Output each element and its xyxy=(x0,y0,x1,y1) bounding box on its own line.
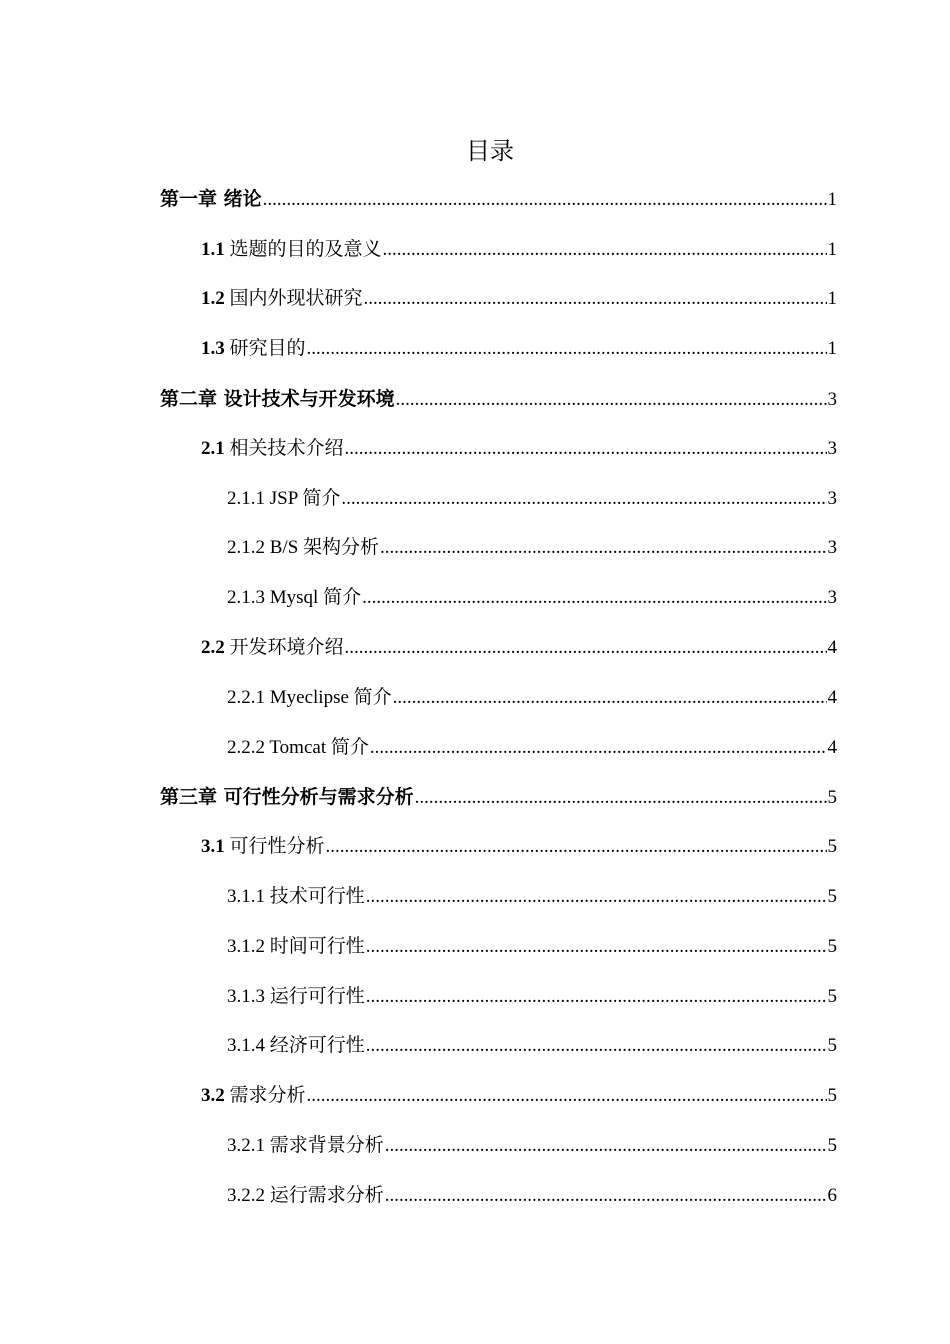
dot-leader xyxy=(341,486,826,512)
toc-page-number: 5 xyxy=(827,836,837,858)
dot-leader xyxy=(370,735,827,761)
dot-leader xyxy=(385,1133,827,1159)
toc-page-number: 5 xyxy=(827,886,837,908)
toc-entry-label: 技术可行性 xyxy=(265,886,365,908)
dot-leader xyxy=(366,884,827,910)
toc-entry-3-2-2[interactable] xyxy=(0,1171,950,1221)
toc-entry-3-1[interactable] xyxy=(0,822,950,872)
toc-entry-3-1-4[interactable] xyxy=(0,1022,950,1072)
toc-entry-label: 开发环境介绍 xyxy=(224,637,344,659)
dot-leader xyxy=(366,1033,827,1059)
toc-entry-2-2[interactable] xyxy=(0,623,950,673)
dot-leader xyxy=(345,436,827,462)
toc-entry-label: Myeclipse 简介 xyxy=(265,686,392,708)
toc-entry-2-1[interactable] xyxy=(0,424,950,474)
toc-entry-number: 3.2.1 xyxy=(227,1135,265,1157)
dot-leader xyxy=(383,237,827,263)
toc-page-number: 5 xyxy=(827,935,837,957)
toc-entry-number: 1.3 xyxy=(201,338,225,360)
dot-leader xyxy=(366,934,827,960)
dot-leader xyxy=(366,984,827,1010)
toc-entry-label: 经济可行性 xyxy=(265,1035,365,1057)
toc-entry-number: 1.1 xyxy=(201,238,225,260)
dot-leader xyxy=(396,387,827,413)
toc-entry-number: 3.1.1 xyxy=(227,886,265,908)
toc-entry-label: 需求背景分析 xyxy=(265,1135,384,1157)
dot-leader xyxy=(415,785,827,811)
dot-leader xyxy=(364,286,827,312)
toc-page-number: 3 xyxy=(827,388,837,410)
toc-list xyxy=(0,175,950,1221)
toc-page-number: 3 xyxy=(827,437,837,459)
toc-page-number: 5 xyxy=(827,1085,837,1107)
toc-entry-chapter-2[interactable] xyxy=(0,374,950,424)
toc-entry-label: 时间可行性 xyxy=(265,935,365,957)
toc-page-number: 3 xyxy=(827,537,837,559)
dot-leader xyxy=(263,187,827,213)
toc-entry-label: 需求分析 xyxy=(224,1085,306,1107)
toc-entry-number: 2.2.1 xyxy=(227,686,265,708)
dot-leader xyxy=(380,535,826,561)
toc-entry-number: 3.1.2 xyxy=(227,935,265,957)
toc-page-number: 3 xyxy=(827,587,837,609)
dot-leader xyxy=(385,1183,827,1209)
toc-entry-label: 第一章 绪论 xyxy=(160,188,262,211)
toc-page-number: 5 xyxy=(827,786,837,808)
toc-entry-1-3[interactable] xyxy=(0,324,950,374)
toc-entry-3-1-2[interactable] xyxy=(0,922,950,972)
toc-title: 目录 xyxy=(466,137,514,165)
toc-entry-2-1-1[interactable] xyxy=(0,474,950,524)
toc-entry-chapter-1[interactable] xyxy=(0,175,950,225)
dot-leader xyxy=(393,685,827,711)
dot-leader xyxy=(326,834,827,860)
toc-page-number: 3 xyxy=(827,487,837,509)
toc-entry-1-1[interactable] xyxy=(0,225,950,275)
toc-page-number: 1 xyxy=(827,288,837,310)
toc-entry-number: 2.2.2 xyxy=(227,736,265,758)
toc-page-number: 4 xyxy=(827,736,837,758)
toc-entry-number: 1.2 xyxy=(201,288,225,310)
toc-entry-number: 3.1 xyxy=(201,836,225,858)
toc-page-number: 1 xyxy=(827,338,837,360)
toc-entry-3-1-1[interactable] xyxy=(0,872,950,922)
toc-entry-2-1-3[interactable] xyxy=(0,573,950,623)
toc-entry-2-2-2[interactable] xyxy=(0,723,950,773)
toc-page-number: 4 xyxy=(827,637,837,659)
toc-entry-3-2-1[interactable] xyxy=(0,1121,950,1171)
toc-entry-label: 运行可行性 xyxy=(265,985,365,1007)
toc-entry-label: Tomcat 简介 xyxy=(265,736,369,758)
toc-entry-label: 可行性分析 xyxy=(224,836,325,858)
toc-page-number: 4 xyxy=(827,686,837,708)
toc-entry-label: 运行需求分析 xyxy=(265,1184,384,1206)
toc-entry-number: 2.1 xyxy=(201,437,225,459)
toc-entry-label: 相关技术介绍 xyxy=(224,437,344,459)
toc-page-number: 1 xyxy=(827,189,837,211)
toc-entry-number: 2.2 xyxy=(201,637,225,659)
toc-entry-3-2[interactable] xyxy=(0,1071,950,1121)
toc-entry-number: 3.1.3 xyxy=(227,985,265,1007)
toc-entry-number: 2.1.3 xyxy=(227,587,265,609)
toc-entry-label: Mysql 简介 xyxy=(265,587,362,609)
toc-entry-label: JSP 简介 xyxy=(265,487,341,509)
toc-entry-label: 选题的目的及意义 xyxy=(224,238,382,260)
toc-entry-label: 第二章 设计技术与开发环境 xyxy=(160,387,395,410)
toc-entry-2-1-2[interactable] xyxy=(0,524,950,574)
toc-entry-number: 2.1.2 xyxy=(227,537,265,559)
toc-entry-3-1-3[interactable] xyxy=(0,972,950,1022)
toc-entry-1-2[interactable] xyxy=(0,275,950,325)
toc-page-number: 1 xyxy=(827,238,837,260)
toc-entry-label: 第三章 可行性分析与需求分析 xyxy=(160,785,414,808)
toc-entry-2-2-1[interactable] xyxy=(0,673,950,723)
toc-page-number: 5 xyxy=(827,985,837,1007)
toc-page-number: 5 xyxy=(827,1135,837,1157)
dot-leader xyxy=(362,585,826,611)
dot-leader xyxy=(307,336,827,362)
toc-entry-number: 3.2.2 xyxy=(227,1184,265,1206)
toc-page-number: 6 xyxy=(827,1184,837,1206)
toc-entry-label: 国内外现状研究 xyxy=(224,288,363,310)
toc-entry-label: B/S 架构分析 xyxy=(265,537,380,559)
dot-leader xyxy=(307,1083,827,1109)
toc-entry-label: 研究目的 xyxy=(224,338,306,360)
dot-leader xyxy=(345,635,827,661)
toc-entry-chapter-3[interactable] xyxy=(0,773,950,823)
toc-entry-number: 2.1.1 xyxy=(227,487,265,509)
toc-entry-number: 3.1.4 xyxy=(227,1035,265,1057)
toc-entry-number: 3.2 xyxy=(201,1085,225,1107)
toc-page-number: 5 xyxy=(827,1035,837,1057)
